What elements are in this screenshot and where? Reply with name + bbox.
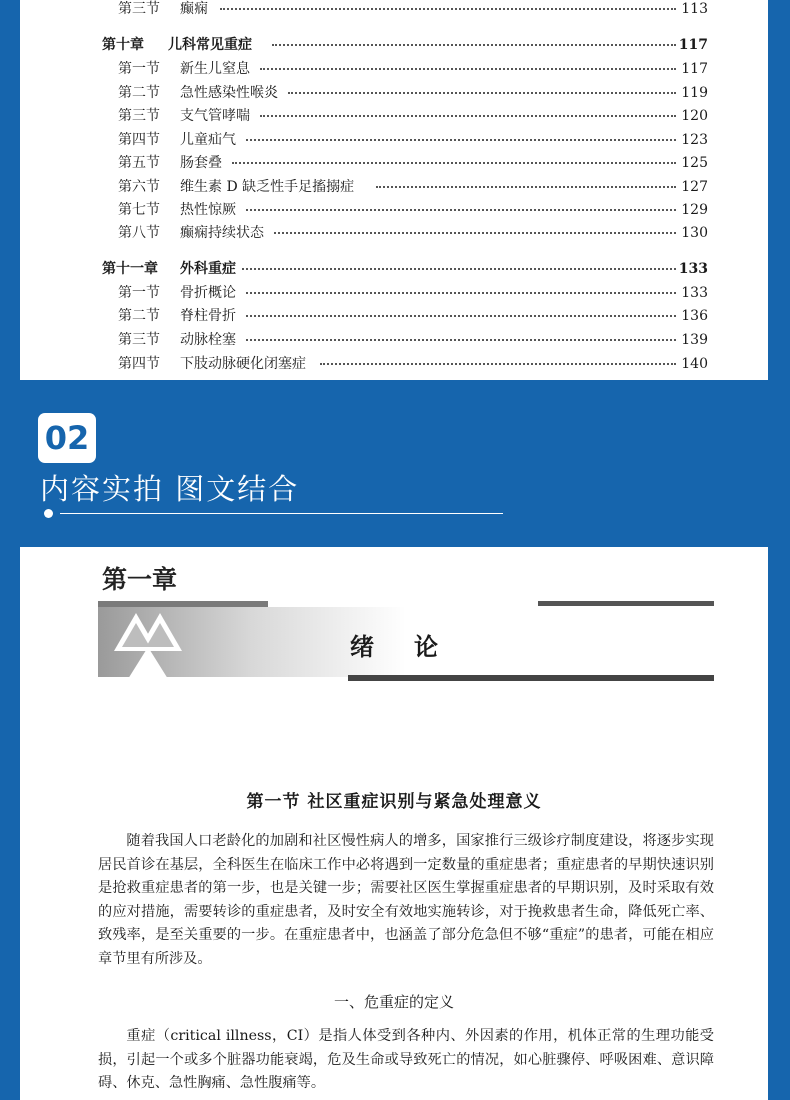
toc-leader-dots	[246, 209, 676, 211]
toc-section-title: 癫痫持续状态	[180, 225, 264, 241]
toc-page-number: 117	[681, 61, 708, 77]
toc-page-number: 123	[681, 132, 708, 148]
toc-chapter-line	[20, 34, 768, 56]
toc-line	[20, 0, 768, 20]
toc-chapter-title: 外科重症	[180, 261, 236, 277]
toc-section-title: 维生素 D 缺乏性手足搐搦症	[180, 179, 355, 195]
toc-leader-dots	[260, 115, 676, 117]
toc-page-number: 136	[681, 308, 708, 324]
toc-leader-dots	[232, 162, 676, 164]
toc-section-title: 新生儿窒息	[180, 61, 250, 77]
toc-leader-dots	[376, 186, 676, 188]
chapter-label: 第一章	[102, 565, 178, 594]
section-number-badge: 02	[38, 413, 96, 463]
toc-section-title: 支气管哮喘	[180, 108, 250, 124]
toc-section-label: 第八节	[118, 225, 160, 241]
toc-section-title: 急性感染性喉炎	[180, 85, 278, 101]
toc-section-title: 骨折概论	[180, 285, 236, 301]
toc-page-number: 119	[681, 85, 708, 101]
toc-leader-dots	[246, 315, 676, 317]
toc-section-label: 第二节	[118, 308, 160, 324]
toc-page-number: 129	[681, 202, 708, 218]
toc-line	[20, 282, 768, 304]
toc-leader-dots	[246, 292, 676, 294]
toc-line	[20, 329, 768, 351]
toc-section-label: 第七节	[118, 202, 160, 218]
book-page-panel	[20, 547, 768, 1100]
toc-section-title: 肠套叠	[180, 155, 222, 171]
toc-section-title: 癫痫	[180, 1, 208, 17]
section-rule-line	[60, 513, 503, 514]
toc-line	[20, 152, 768, 174]
toc-chapter-label: 第十一章	[102, 261, 158, 277]
toc-leader-dots	[220, 8, 676, 10]
toc-section-label: 第四节	[118, 356, 160, 372]
sub-heading: 一、危重症的定义	[333, 993, 454, 1011]
toc-line	[20, 105, 768, 127]
toc-chapter-line	[20, 258, 768, 280]
toc-section-label: 第一节	[118, 285, 160, 301]
toc-page-number: 133	[681, 285, 708, 301]
toc-section-label: 第三节	[118, 1, 160, 17]
toc-leader-dots	[320, 363, 676, 365]
toc-page-number: 113	[681, 1, 708, 17]
toc-chapter-label: 第十章	[102, 37, 144, 53]
toc-section-label: 第三节	[118, 108, 160, 124]
toc-leader-dots	[288, 92, 676, 94]
toc-page-number: 120	[681, 108, 708, 124]
toc-line	[20, 222, 768, 244]
section-title: 内容实拍 图文结合	[40, 472, 300, 506]
toc-line	[20, 58, 768, 80]
toc-section-title: 儿童疝气	[180, 132, 236, 148]
toc-leader-dots	[260, 68, 676, 70]
toc-line	[20, 305, 768, 327]
toc-section-title: 脊柱骨折	[180, 308, 236, 324]
section-heading: 第一节 社区重症识别与紧急处理意义	[246, 792, 542, 812]
toc-leader-dots	[242, 268, 676, 270]
toc-leader-dots	[274, 232, 676, 234]
toc-leader-dots	[246, 339, 676, 341]
toc-line	[20, 129, 768, 151]
toc-section-title: 动脉栓塞	[180, 332, 236, 348]
toc-page-number: 125	[681, 155, 708, 171]
toc-section-label: 第二节	[118, 85, 160, 101]
toc-leader-dots	[246, 139, 676, 141]
toc-section-label: 第四节	[118, 132, 160, 148]
toc-page-number: 127	[681, 179, 708, 195]
toc-panel	[20, 0, 768, 380]
body-paragraph: 随着我国人口老龄化的加剧和社区慢性病人的增多，国家推行三级诊疗制度建设，将逐步实现居民首诊在基层，全科医生在临床工作中必将遇到一定数量的重症患者；重症患者的早期快速识别是抢救重症患者的第一步，也是关键一步；需要社区医生掌握重症患者的早期识别，及时采取有效的应对措施，需要转诊的重症患者，及时安全有效地实施转诊，对于挽救患者生命，降低死亡率、致残率，是至关重要的一步。在重症患者中，也涵盖了部分危急但不够“重症”的患者，可能在相应章节里有所涉及。	[98, 833, 714, 967]
toc-page-number: 130	[681, 225, 708, 241]
chapter-name: 绪论	[350, 632, 478, 661]
toc-section-title: 热性惊厥	[180, 202, 236, 218]
toc-section-label: 第一节	[118, 61, 160, 77]
toc-leader-dots	[272, 44, 676, 46]
toc-page-number: 140	[681, 356, 708, 372]
toc-line	[20, 199, 768, 221]
body-paragraph: 重症（critical illness，CI）是指人体受到各种内、外因素的作用，机体正常的生理功能受损，引起一个或多个脏器功能衰竭，危及生命或导致死亡的情况，如心脏骤停、呼吸困难、意识障碍、休克、急性胸痛、急性腹痛等。	[98, 1028, 714, 1091]
section-rule-dot	[44, 509, 53, 518]
toc-line	[20, 176, 768, 198]
toc-line	[20, 353, 768, 375]
toc-line	[20, 82, 768, 104]
toc-page-number: 133	[678, 261, 708, 277]
toc-section-title: 下肢动脉硬化闭塞症	[180, 356, 306, 372]
toc-section-label: 第六节	[118, 179, 160, 195]
toc-section-label: 第三节	[118, 332, 160, 348]
toc-section-label: 第五节	[118, 155, 160, 171]
toc-chapter-title: 儿科常见重症	[168, 37, 252, 53]
toc-page-number: 117	[678, 37, 708, 53]
toc-page-number: 139	[681, 332, 708, 348]
